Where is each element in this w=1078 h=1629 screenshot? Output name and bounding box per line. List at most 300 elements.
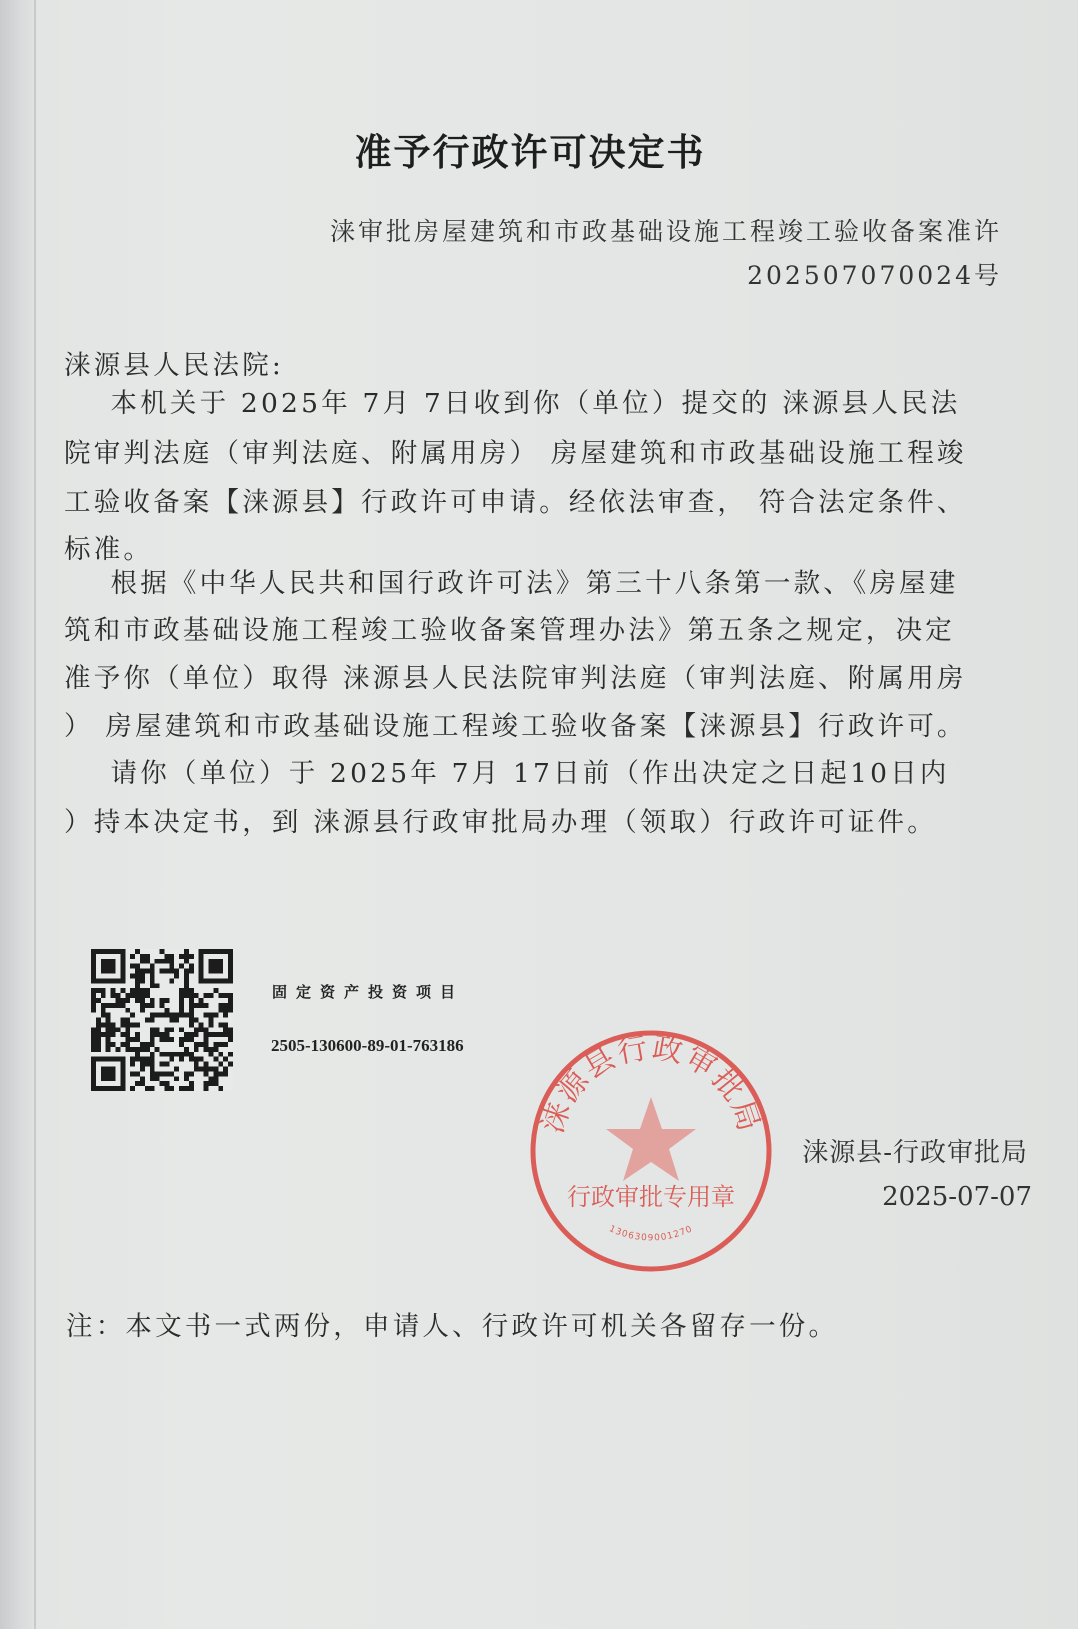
qr-module bbox=[115, 998, 120, 1003]
qr-module bbox=[150, 1062, 155, 1067]
qr-module bbox=[106, 1032, 111, 1037]
qr-module bbox=[189, 1057, 194, 1062]
qr-module bbox=[125, 998, 130, 1003]
qr-module bbox=[155, 1032, 160, 1037]
qr-module bbox=[101, 1032, 106, 1037]
qr-module bbox=[194, 1032, 199, 1037]
qr-module bbox=[120, 1003, 125, 1008]
qr-module bbox=[194, 1042, 199, 1047]
qr-module bbox=[160, 1071, 165, 1076]
qr-module bbox=[204, 1086, 209, 1091]
qr-module bbox=[96, 1027, 101, 1032]
qr-module bbox=[209, 1013, 214, 1018]
qr-module bbox=[184, 1086, 189, 1091]
qr-module bbox=[150, 1052, 155, 1057]
qr-module bbox=[96, 1042, 101, 1047]
qr-module bbox=[150, 973, 155, 978]
qr-module bbox=[184, 993, 189, 998]
qr-module bbox=[145, 954, 150, 959]
qr-module bbox=[179, 993, 184, 998]
body-line: 工验收备案【涞源县】行政许可申请。经依法审查， 符合法定条件、 bbox=[64, 487, 967, 518]
qr-module bbox=[223, 1071, 228, 1076]
qr-module bbox=[164, 1062, 169, 1067]
qr-module bbox=[204, 1032, 209, 1037]
qr-module bbox=[189, 1037, 194, 1042]
qr-module bbox=[204, 1062, 209, 1067]
qr-module bbox=[189, 988, 194, 993]
qr-module bbox=[189, 1003, 194, 1008]
qr-module bbox=[199, 1003, 204, 1008]
binding-edge bbox=[34, 0, 36, 1629]
qr-module bbox=[111, 1027, 116, 1032]
qr-module bbox=[189, 1071, 194, 1076]
body-line: 准予你（单位）取得 涞源县人民法院审判法庭（审判法庭、附属用房 bbox=[64, 663, 967, 694]
svg-text:涞源县行政审批局: 涞源县行政审批局 bbox=[535, 1030, 767, 1138]
qr-module bbox=[135, 969, 140, 974]
qr-module bbox=[218, 1086, 223, 1091]
qr-module bbox=[179, 1052, 184, 1057]
qr-module bbox=[91, 1047, 96, 1052]
body-line: 请你（单位）于 2025年 7月 17日前（作出决定之日起10日内 bbox=[64, 758, 950, 789]
qr-module bbox=[179, 1027, 184, 1032]
qr-module bbox=[91, 1008, 96, 1013]
qr-module bbox=[91, 1037, 96, 1042]
body-line: ）持本决定书，到 涞源县行政审批局办理（领取）行政许可证件。 bbox=[64, 807, 937, 838]
qr-module bbox=[91, 998, 96, 1003]
qr-module bbox=[150, 1057, 155, 1062]
qr-module bbox=[209, 1022, 214, 1027]
qr-module bbox=[155, 1076, 160, 1081]
qr-module bbox=[194, 1057, 199, 1062]
qr-module bbox=[145, 1057, 150, 1062]
qr-module bbox=[91, 1003, 96, 1008]
qr-module bbox=[189, 1018, 194, 1023]
qr-module bbox=[140, 954, 145, 959]
qr-module bbox=[209, 1052, 214, 1057]
qr-module bbox=[96, 1047, 101, 1052]
qr-module bbox=[218, 1003, 223, 1008]
qr-module bbox=[150, 1032, 155, 1037]
qr-module bbox=[164, 959, 169, 964]
qr-module bbox=[179, 1008, 184, 1013]
qr-module bbox=[106, 1037, 111, 1042]
qr-module bbox=[96, 1037, 101, 1042]
qr-module bbox=[106, 1027, 111, 1032]
qr-module bbox=[184, 988, 189, 993]
qr-module bbox=[204, 1081, 209, 1086]
qr-module bbox=[213, 1057, 218, 1062]
qr-module bbox=[140, 973, 145, 978]
qr-module bbox=[184, 954, 189, 959]
qr-module bbox=[140, 993, 145, 998]
qr-module bbox=[199, 1067, 204, 1072]
qr-module bbox=[135, 1037, 140, 1042]
qr-module bbox=[213, 1081, 218, 1086]
official-seal bbox=[525, 1025, 777, 1277]
qr-module bbox=[160, 1032, 165, 1037]
qr-module bbox=[160, 959, 165, 964]
qr-module bbox=[209, 1018, 214, 1023]
qr-module bbox=[223, 1013, 228, 1018]
qr-module bbox=[115, 993, 120, 998]
qr-module bbox=[135, 1047, 140, 1052]
qr-module bbox=[164, 1071, 169, 1076]
qr-module bbox=[223, 1027, 228, 1032]
qr-module bbox=[169, 1018, 174, 1023]
qr-module bbox=[145, 1047, 150, 1052]
qr-module bbox=[204, 1027, 209, 1032]
project-label: 固定资产投资项目 bbox=[272, 983, 465, 1001]
qr-module bbox=[150, 1076, 155, 1081]
qr-module bbox=[130, 1062, 135, 1067]
qr-module bbox=[150, 983, 155, 988]
qr-module bbox=[150, 1013, 155, 1018]
qr-module bbox=[135, 1081, 140, 1086]
qr-module bbox=[145, 959, 150, 964]
qr-module bbox=[174, 1013, 179, 1018]
qr-module bbox=[199, 1022, 204, 1027]
qr-module bbox=[169, 1071, 174, 1076]
qr-module bbox=[189, 1086, 194, 1091]
qr-module bbox=[199, 1027, 204, 1032]
qr-module bbox=[223, 1003, 228, 1008]
qr-module bbox=[189, 1013, 194, 1018]
qr-module bbox=[140, 959, 145, 964]
reference-number-line2: 202507070024号 bbox=[747, 261, 1002, 290]
qr-module bbox=[204, 993, 209, 998]
qr-module bbox=[204, 1003, 209, 1008]
qr-module bbox=[179, 1003, 184, 1008]
qr-module bbox=[140, 998, 145, 1003]
qr-module bbox=[160, 949, 165, 954]
qr-module bbox=[120, 998, 125, 1003]
qr-module bbox=[218, 993, 223, 998]
qr-module bbox=[228, 1052, 233, 1057]
qr-module bbox=[140, 988, 145, 993]
qr-module bbox=[145, 1086, 150, 1091]
qr-module bbox=[96, 1032, 101, 1037]
qr-module bbox=[135, 949, 140, 954]
qr-module bbox=[179, 1086, 184, 1091]
qr-module bbox=[184, 969, 189, 974]
qr-module bbox=[189, 954, 194, 959]
qr-module bbox=[164, 1013, 169, 1018]
qr-module bbox=[155, 983, 160, 988]
qr-module bbox=[145, 988, 150, 993]
qr-module bbox=[150, 1071, 155, 1076]
qr-module bbox=[213, 1013, 218, 1018]
qr-module bbox=[179, 1037, 184, 1042]
footnote: 注：本文书一式两份，申请人、行政许可机关各留存一份。 bbox=[66, 1311, 839, 1342]
qr-module bbox=[150, 969, 155, 974]
qr-module bbox=[145, 1042, 150, 1047]
qr-module bbox=[111, 1003, 116, 1008]
qr-module bbox=[209, 1047, 214, 1052]
qr-module bbox=[130, 973, 135, 978]
qr-module bbox=[106, 1018, 111, 1023]
qr-module bbox=[174, 1076, 179, 1081]
qr-module bbox=[223, 1032, 228, 1037]
body-line: ） 房屋建筑和市政基础设施工程竣工验收备案【涞源县】行政许可。 bbox=[64, 711, 967, 742]
qr-module bbox=[160, 998, 165, 1003]
qr-module bbox=[135, 993, 140, 998]
qr-module bbox=[194, 1003, 199, 1008]
qr-module bbox=[125, 1037, 130, 1042]
qr-module bbox=[101, 1013, 106, 1018]
qr-module bbox=[223, 1042, 228, 1047]
qr-module bbox=[218, 1022, 223, 1027]
qr-module bbox=[164, 969, 169, 974]
qr-module bbox=[125, 1032, 130, 1037]
qr-module bbox=[164, 998, 169, 1003]
qr-module bbox=[204, 1071, 209, 1076]
qr-module bbox=[199, 1042, 204, 1047]
document-title: 准予行政许可决定书 bbox=[354, 131, 706, 174]
qr-module bbox=[228, 1032, 233, 1037]
qr-module bbox=[150, 1042, 155, 1047]
qr-module bbox=[179, 1013, 184, 1018]
qr-module bbox=[130, 954, 135, 959]
qr-module bbox=[189, 1052, 194, 1057]
qr-module bbox=[179, 954, 184, 959]
qr-module bbox=[145, 969, 150, 974]
qr-module bbox=[174, 1067, 179, 1072]
qr-module bbox=[150, 1003, 155, 1008]
qr-module bbox=[189, 1008, 194, 1013]
qr-module bbox=[155, 1047, 160, 1052]
qr-module bbox=[189, 1032, 194, 1037]
qr-module bbox=[96, 1022, 101, 1027]
qr-module bbox=[174, 973, 179, 978]
qr-module bbox=[125, 1042, 130, 1047]
qr-module bbox=[140, 1062, 145, 1067]
qr-module bbox=[125, 993, 130, 998]
qr-module bbox=[140, 1042, 145, 1047]
qr-module bbox=[91, 988, 96, 993]
qr-module bbox=[169, 1027, 174, 1032]
qr-module bbox=[184, 1071, 189, 1076]
qr-module bbox=[209, 1067, 214, 1072]
qr-module bbox=[145, 1003, 150, 1008]
qr-module bbox=[140, 1076, 145, 1081]
qr-module bbox=[213, 1047, 218, 1052]
qr-module bbox=[169, 1052, 174, 1057]
qr-module bbox=[115, 1027, 120, 1032]
qr-module bbox=[135, 973, 140, 978]
qr-module bbox=[150, 964, 155, 969]
qr-module bbox=[135, 964, 140, 969]
qr-module bbox=[135, 1052, 140, 1057]
qr-module bbox=[120, 988, 125, 993]
qr-module bbox=[120, 1042, 125, 1047]
qr-module bbox=[164, 1086, 169, 1091]
qr-module bbox=[125, 1018, 130, 1023]
qr-module bbox=[145, 993, 150, 998]
qr-module bbox=[184, 949, 189, 954]
qr-module bbox=[150, 978, 155, 983]
qr-module bbox=[155, 1013, 160, 1018]
qr-module bbox=[179, 1042, 184, 1047]
qr-module bbox=[140, 978, 145, 983]
qr-module bbox=[101, 1003, 106, 1008]
qr-module bbox=[91, 1027, 96, 1032]
qr-module bbox=[91, 1032, 96, 1037]
qr-module bbox=[135, 1057, 140, 1062]
qr-module bbox=[101, 993, 106, 998]
qr-module bbox=[209, 1076, 214, 1081]
issue-date: 2025-07-07 bbox=[882, 1182, 1032, 1212]
qr-module bbox=[130, 1013, 135, 1018]
qr-module bbox=[228, 1062, 233, 1067]
qr-module bbox=[135, 978, 140, 983]
qr-module bbox=[204, 1047, 209, 1052]
qr-module bbox=[111, 988, 116, 993]
qr-module bbox=[160, 1013, 165, 1018]
qr-module bbox=[228, 998, 233, 1003]
qr-module bbox=[140, 1081, 145, 1086]
qr-module bbox=[164, 954, 169, 959]
qr-module bbox=[228, 1037, 233, 1042]
qr-module bbox=[184, 1076, 189, 1081]
qr-module bbox=[184, 983, 189, 988]
qr-module bbox=[204, 1013, 209, 1018]
qr-module bbox=[164, 1052, 169, 1057]
qr-module bbox=[115, 1047, 120, 1052]
qr-module bbox=[130, 1037, 135, 1042]
qr-module bbox=[130, 1022, 135, 1027]
qr-module bbox=[96, 998, 101, 1003]
qr-module bbox=[174, 1052, 179, 1057]
qr-module bbox=[111, 1032, 116, 1037]
qr-module bbox=[130, 1086, 135, 1091]
qr-module bbox=[160, 969, 165, 974]
qr-module bbox=[150, 998, 155, 1003]
qr-module bbox=[160, 1052, 165, 1057]
qr-module bbox=[150, 1037, 155, 1042]
qr-module bbox=[106, 1003, 111, 1008]
qr-module bbox=[169, 959, 174, 964]
qr-module bbox=[223, 1022, 228, 1027]
qr-module bbox=[106, 1013, 111, 1018]
qr-module bbox=[184, 959, 189, 964]
qr-module bbox=[101, 1022, 106, 1027]
qr-module bbox=[96, 1018, 101, 1023]
qr-module bbox=[223, 1008, 228, 1013]
qr-module bbox=[130, 964, 135, 969]
qr-module bbox=[218, 1032, 223, 1037]
qr-module bbox=[140, 1008, 145, 1013]
qr-module bbox=[174, 1018, 179, 1023]
qr-module bbox=[169, 1086, 174, 1091]
qr-module bbox=[213, 1032, 218, 1037]
qr-module bbox=[130, 1071, 135, 1076]
qr-module bbox=[135, 998, 140, 1003]
qr-module bbox=[106, 1042, 111, 1047]
qr-module bbox=[135, 988, 140, 993]
qr-module bbox=[164, 1032, 169, 1037]
qr-module bbox=[91, 1042, 96, 1047]
qr-module bbox=[189, 993, 194, 998]
qr-module bbox=[184, 1047, 189, 1052]
qr-module bbox=[160, 1037, 165, 1042]
salutation: 涞源县人民法院: bbox=[64, 350, 285, 381]
qr-module bbox=[140, 969, 145, 974]
qr-module bbox=[218, 1062, 223, 1067]
qr-module bbox=[150, 1086, 155, 1091]
qr-module bbox=[130, 1057, 135, 1062]
qr-module bbox=[140, 1003, 145, 1008]
qr-module bbox=[194, 1067, 199, 1072]
qr-module bbox=[130, 988, 135, 993]
qr-module bbox=[218, 1071, 223, 1076]
body-line: 根据《中华人民共和国行政许可法》第三十八条第一款、《房屋建 bbox=[64, 568, 959, 599]
svg-text:1306309001270: 1306309001270 bbox=[607, 1224, 695, 1244]
qr-module bbox=[194, 1062, 199, 1067]
qr-module bbox=[174, 969, 179, 974]
qr-module bbox=[120, 1022, 125, 1027]
qr-module bbox=[150, 1027, 155, 1032]
qr-module bbox=[179, 998, 184, 1003]
qr-module bbox=[140, 1067, 145, 1072]
qr-module bbox=[179, 1057, 184, 1062]
qr-module bbox=[179, 988, 184, 993]
qr-module bbox=[218, 1052, 223, 1057]
qr-module bbox=[111, 1042, 116, 1047]
qr-module bbox=[169, 1057, 174, 1062]
body-line: 筑和市政基础设施工程竣工验收备案管理办法》第五条之规定，决定 bbox=[64, 615, 955, 646]
qr-module bbox=[184, 978, 189, 983]
qr-module bbox=[150, 1067, 155, 1072]
qr-module bbox=[189, 964, 194, 969]
qr-module bbox=[213, 1071, 218, 1076]
qr-module bbox=[135, 1032, 140, 1037]
qr-module bbox=[115, 1003, 120, 1008]
issuer-name: 涞源县-行政审批局 bbox=[802, 1138, 1028, 1168]
qr-module bbox=[218, 1042, 223, 1047]
qr-module bbox=[184, 1013, 189, 1018]
reference-number-line1: 涞审批房屋建筑和市政基础设施工程竣工验收备案准许 bbox=[329, 217, 1002, 246]
qr-module bbox=[155, 1027, 160, 1032]
qr-module bbox=[194, 1027, 199, 1032]
qr-module bbox=[169, 964, 174, 969]
qr-module bbox=[169, 954, 174, 959]
qr-module bbox=[199, 998, 204, 1003]
qr-module bbox=[213, 1076, 218, 1081]
qr-module bbox=[164, 1027, 169, 1032]
qr-module bbox=[111, 993, 116, 998]
qr-module bbox=[209, 1081, 214, 1086]
qr-module bbox=[228, 993, 233, 998]
qr-module bbox=[184, 1032, 189, 1037]
qr-module bbox=[218, 1008, 223, 1013]
qr-module bbox=[101, 959, 116, 974]
qr-module bbox=[189, 969, 194, 974]
qr-module bbox=[189, 1022, 194, 1027]
body-line: 标准。 bbox=[64, 534, 154, 565]
qr-module bbox=[155, 1071, 160, 1076]
qr-module bbox=[125, 1022, 130, 1027]
body-line: 院审判法庭（审判法庭、附属用房） 房屋建筑和市政基础设施工程竣 bbox=[64, 438, 967, 469]
qr-module bbox=[209, 1032, 214, 1037]
qr-module bbox=[155, 959, 160, 964]
qr-module bbox=[160, 1003, 165, 1008]
qr-module bbox=[96, 988, 101, 993]
qr-module bbox=[199, 1057, 204, 1062]
qr-module bbox=[164, 1008, 169, 1013]
qr-module bbox=[223, 1057, 228, 1062]
qr-module bbox=[140, 1047, 145, 1052]
qr-module bbox=[135, 983, 140, 988]
